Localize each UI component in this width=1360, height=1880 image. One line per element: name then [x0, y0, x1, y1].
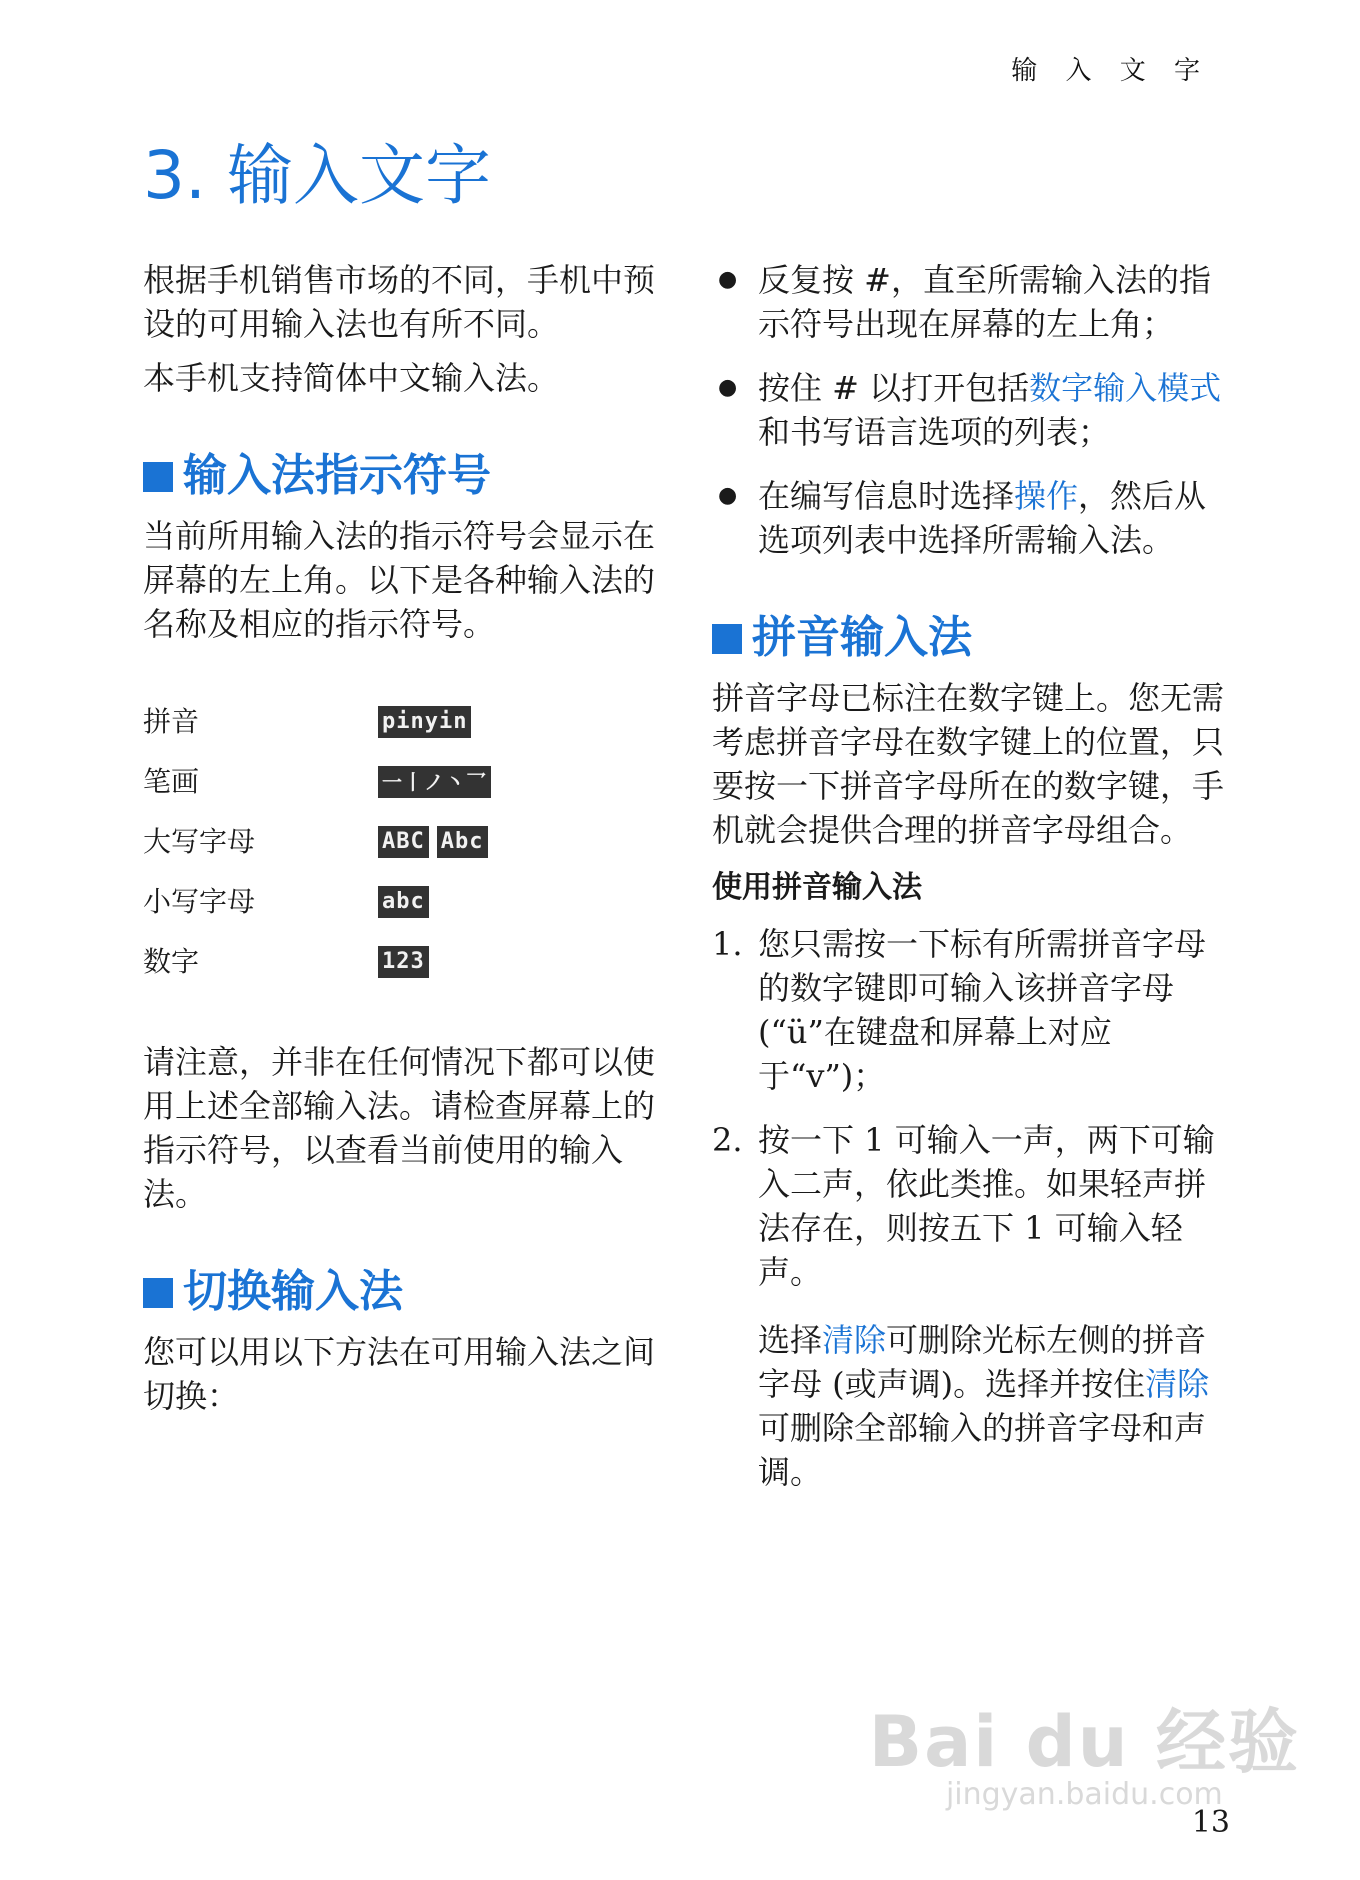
section-heading-indicators [143, 448, 663, 504]
indicator-label: 小写字母 [143, 885, 256, 918]
stroke-indicator-icon: 一丨ノ丶乛 [378, 766, 491, 798]
clear-link: 清除 [1145, 1365, 1210, 1403]
list-item: 1. 您只需按一下标有所需拼音字母的数字键即可输入该拼音字母 (“ü”在键盘和屏幕上对应于“v”)； [712, 922, 1232, 1098]
section-heading-switch [143, 1264, 663, 1320]
uppercase-indicator-icon: ABC [378, 826, 429, 858]
right-column [712, 258, 1232, 1514]
step-number: 1. [712, 925, 743, 963]
indicator-label: 大写字母 [143, 825, 256, 858]
section-heading-text: 切换输入法 [183, 1266, 403, 1317]
switch-paragraph: 您可以用以下方法在可用输入法之间切换： [143, 1333, 656, 1415]
pinyin-indicator-icon: pinyin [378, 706, 471, 738]
section-square-icon [143, 462, 173, 492]
sentence-case-indicator-icon: Abc [437, 826, 488, 858]
lowercase-indicator-icon: abc [378, 886, 429, 918]
options-link: 操作 [1014, 477, 1079, 515]
running-header: 输 入 文 字 [1011, 56, 1210, 86]
list-item: ● 在编写信息时选择操作，然后从选项列表中选择所需输入法。 [712, 474, 1232, 562]
list-item: ● 按住 # 以打开包括数字输入模式和书写语言选项的列表； [712, 366, 1232, 454]
indicator-row [143, 872, 663, 932]
clear-paragraph: 选择清除可删除光标左侧的拼音字母 (或声调)。选择并按住清除可删除全部输入的拼音字母和声调。 [758, 1321, 1210, 1491]
switch-methods-list [712, 258, 1232, 562]
list-item: 2. 按一下 1 可输入一声，两下可输入二声，依此类推。如果轻声拼法存在，则按五下 1 可输入轻声。 选择清除可删除光标左侧的拼音字母 (或声调)。选择并按住清除可删除全部输入的拼音字母和声调。 [712, 1118, 1232, 1494]
numeric-indicator-icon: 123 [378, 946, 429, 978]
indicator-table [143, 692, 663, 992]
support-paragraph: 本手机支持简体中文输入法。 [143, 359, 560, 397]
indicator-row [143, 692, 663, 752]
section-heading-text: 拼音输入法 [752, 612, 972, 663]
page-number: 13 [1191, 1805, 1230, 1840]
indicator-label: 笔画 [143, 765, 200, 798]
section-square-icon [712, 624, 742, 654]
indicator-row [143, 812, 663, 872]
step-number: 2. [712, 1121, 743, 1159]
note-paragraph: 请注意，并非在任何情况下都可以使用上述全部输入法。请检查屏幕上的指示符号，以查看当前使用的输入法。 [143, 1043, 656, 1213]
chapter-title: 3. 输入文字 [143, 137, 491, 214]
indicators-paragraph: 当前所用输入法的指示符号会显示在屏幕的左上角。以下是各种输入法的名称及相应的指示符号。 [143, 517, 656, 643]
section-heading-pinyin [712, 610, 1232, 666]
indicator-label: 拼音 [143, 705, 200, 738]
section-heading-text: 输入法指示符号 [183, 450, 491, 501]
intro-paragraph: 根据手机销售市场的不同，手机中预设的可用输入法也有所不同。 [143, 261, 656, 343]
list-item: ● 反复按 #，直至所需输入法的指示符号出现在屏幕的左上角； [712, 258, 1232, 346]
indicator-label: 数字 [143, 945, 200, 978]
sub-heading: 使用拼音输入法 [712, 870, 922, 905]
baidu-logo: Bai du 经验 [868, 1701, 1300, 1783]
clear-link: 清除 [822, 1321, 887, 1359]
pinyin-steps-list [712, 922, 1232, 1494]
indicator-row [143, 932, 663, 992]
baidu-watermark [868, 1701, 1300, 1812]
numeric-mode-link: 数字输入模式 [1029, 369, 1222, 407]
indicator-row [143, 752, 663, 812]
left-column [143, 258, 663, 1418]
section-square-icon [143, 1278, 173, 1308]
watermark-url: jingyan.baidu.com [945, 1777, 1223, 1812]
pinyin-paragraph: 拼音字母已标注在数字键上。您无需考虑拼音字母在数字键上的位置，只要按一下拼音字母所在的数字键，手机就会提供合理的拼音字母组合。 [712, 679, 1225, 849]
